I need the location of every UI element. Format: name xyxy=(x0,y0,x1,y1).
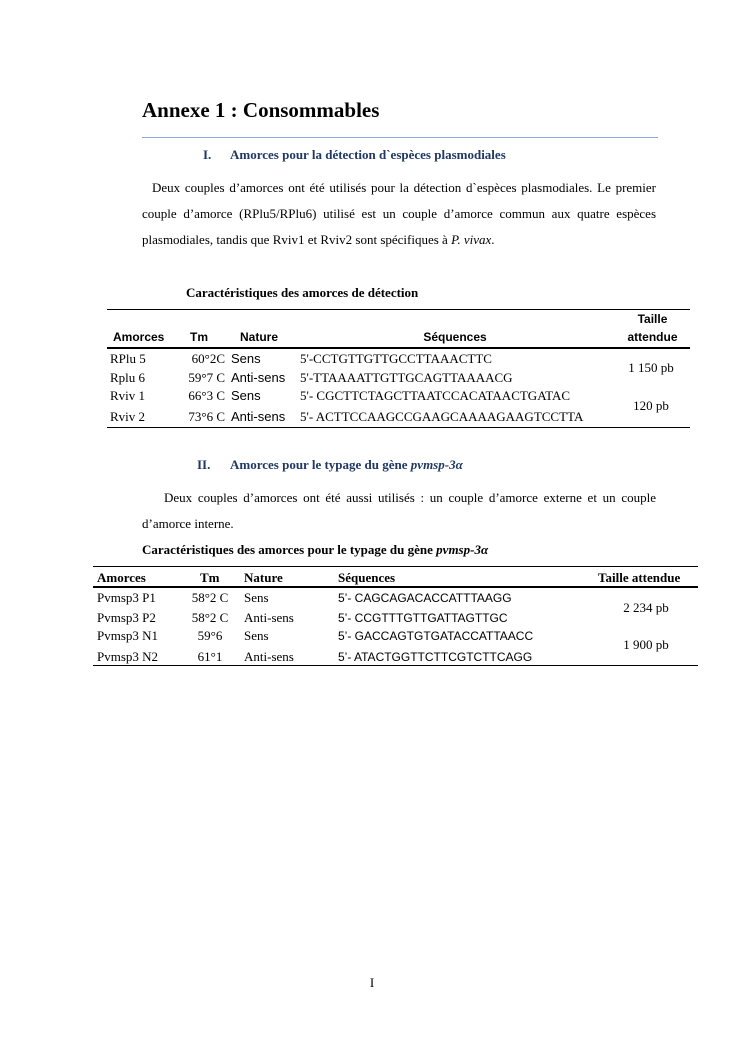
table-2-row-1-nature: Sens xyxy=(244,590,269,605)
table-2-taille-2: 1 900 pb xyxy=(623,637,669,652)
table-1-row-4-amorce: Rviv 2 xyxy=(110,409,146,424)
page-number: I xyxy=(369,975,375,990)
table-2-row-4-nature: Anti-sens xyxy=(244,649,294,664)
section-1-number: I. xyxy=(203,147,212,162)
table-1-row-1-sequence: 5'-CCTGTTGTTGCCTTAAACTTC xyxy=(300,351,492,366)
table-1-header-taille-1: Taille xyxy=(637,312,668,326)
section-2-gene: pvmsp-3α xyxy=(410,457,463,472)
section-1-heading xyxy=(203,147,506,163)
table-1-row-3-sequence: 5'- CGCTTCTAGCTTAATCCACATAACTGATAC xyxy=(300,388,571,403)
table-1-header-nature: Nature xyxy=(240,330,279,344)
table-1-header-sequences: Séquences xyxy=(423,330,487,344)
table-1-row-1-amorce: RPlu 5 xyxy=(110,351,146,366)
table-2-row-3-sequence: 5’- GACCAGTGTGATACCATTAACC xyxy=(338,629,534,643)
table-2-header-sequences: Séquences xyxy=(338,570,396,585)
table-1-row-4-sequence: 5'- ACTTCCAAGCCGAAGCAAAAGAAGTCCTTA xyxy=(300,409,584,424)
table-2-row-2-sequence: 5’- CCGTTTGTTGATTAGTTGC xyxy=(338,611,508,625)
table-2-header-rule xyxy=(93,586,698,588)
table-1-taille-1: 1 150 pb xyxy=(628,360,674,375)
table-1-row-4-tm: 73°6 C xyxy=(188,409,225,424)
table-1-header-taille-2: attendue xyxy=(627,330,678,344)
table-1-header-amorces: Amorces xyxy=(113,330,165,344)
section-1-title: Amorces pour la détection d`espèces plasmodiales xyxy=(230,147,506,162)
table-2-header-amorces: Amorces xyxy=(97,570,146,585)
table-2-caption xyxy=(142,542,488,558)
title-divider xyxy=(142,137,658,138)
table-2-header-nature: Nature xyxy=(244,570,283,585)
table-2-row-2-tm: 58°2 C xyxy=(191,610,229,625)
section-2-title: Amorces pour le typage du gène xyxy=(230,457,411,472)
paragraph-1 xyxy=(142,175,656,253)
paragraph-1-text: Deux couples d’amorces ont été utilisés pour la détection d`espèces plasmodiales. Le premier couple d’amorce (RPlu5/RPlu6) utilisé est un couple d’amorce commun aux quatre espèces plasmodiales, tandis que Rviv1 et Rviv2 sont spécifiques à xyxy=(142,180,656,247)
table-2-caption-gene: pvmsp-3α xyxy=(436,542,489,557)
table-1-row-1-nature: Sens xyxy=(231,351,261,366)
table-1-top-rule xyxy=(107,309,690,310)
table-2-row-2-nature: Anti-sens xyxy=(244,610,294,625)
table-2-row-3-nature: Sens xyxy=(244,628,269,643)
table-2-taille-1: 2 234 pb xyxy=(623,600,669,615)
table-1-caption: Caractéristiques des amorces de détection xyxy=(186,285,419,300)
table-2-row-1-tm: 58°2 C xyxy=(191,590,229,605)
section-2-heading xyxy=(197,457,463,473)
table-2-row-3-tm: 59°6 xyxy=(197,628,223,643)
table-2-row-4-sequence: 5’- ATACTGGTTCTTCGTCTTCAGG xyxy=(338,650,533,664)
table-2-row-2-amorce: Pvmsp3 P2 xyxy=(97,610,156,625)
table-1-row-3-tm: 66°3 C xyxy=(188,388,225,403)
section-2-number: II. xyxy=(197,457,211,472)
table-1-row-2-sequence: 5'-TTAAAATTGTTGCAGTTAAAACG xyxy=(300,370,513,385)
table-2-header-taille: Taille attendue xyxy=(598,570,681,585)
paragraph-2: Deux couples d’amorces ont été aussi utilisés : un couple d’amorce externe et un couple d’amorce interne. xyxy=(142,490,656,531)
paragraph-1-species: P. vivax xyxy=(451,232,492,247)
table-1-header-rule xyxy=(107,347,690,349)
table-2-header-tm: Tm xyxy=(200,570,220,585)
table-1-row-4-nature: Anti-sens xyxy=(231,409,286,424)
table-1-taille-2: 120 pb xyxy=(633,398,669,413)
table-2-row-1-amorce: Pvmsp3 P1 xyxy=(97,590,156,605)
table-2-row-3-amorce: Pvmsp3 N1 xyxy=(97,628,159,643)
table-1-row-3-amorce: Rviv 1 xyxy=(110,388,146,403)
table-2-top-rule xyxy=(93,566,698,567)
table-1-bottom-rule xyxy=(107,427,690,428)
table-1-row-2-nature: Anti-sens xyxy=(231,370,286,385)
table-1-row-3-nature: Sens xyxy=(231,388,261,403)
table-2-row-4-amorce: Pvmsp3 N2 xyxy=(97,649,159,664)
table-1-row-2-tm: 59°7 C xyxy=(188,370,225,385)
table-2-caption-text: Caractéristiques des amorces pour le typage du gène xyxy=(142,542,437,557)
table-2-row-4-tm: 61°1 xyxy=(197,649,223,664)
table-2-bottom-rule xyxy=(93,665,698,666)
table-1-row-2-amorce: Rplu 6 xyxy=(110,370,146,385)
table-2-row-1-sequence: 5’- CAGCAGACACCATTTAAGG xyxy=(338,591,512,605)
table-1-header-tm: Tm xyxy=(190,330,208,344)
page-title: Annexe 1 : Consommables xyxy=(142,98,380,122)
table-1-row-1-tm: 60°2C xyxy=(191,351,225,366)
paragraph-1-end: . xyxy=(491,232,495,247)
